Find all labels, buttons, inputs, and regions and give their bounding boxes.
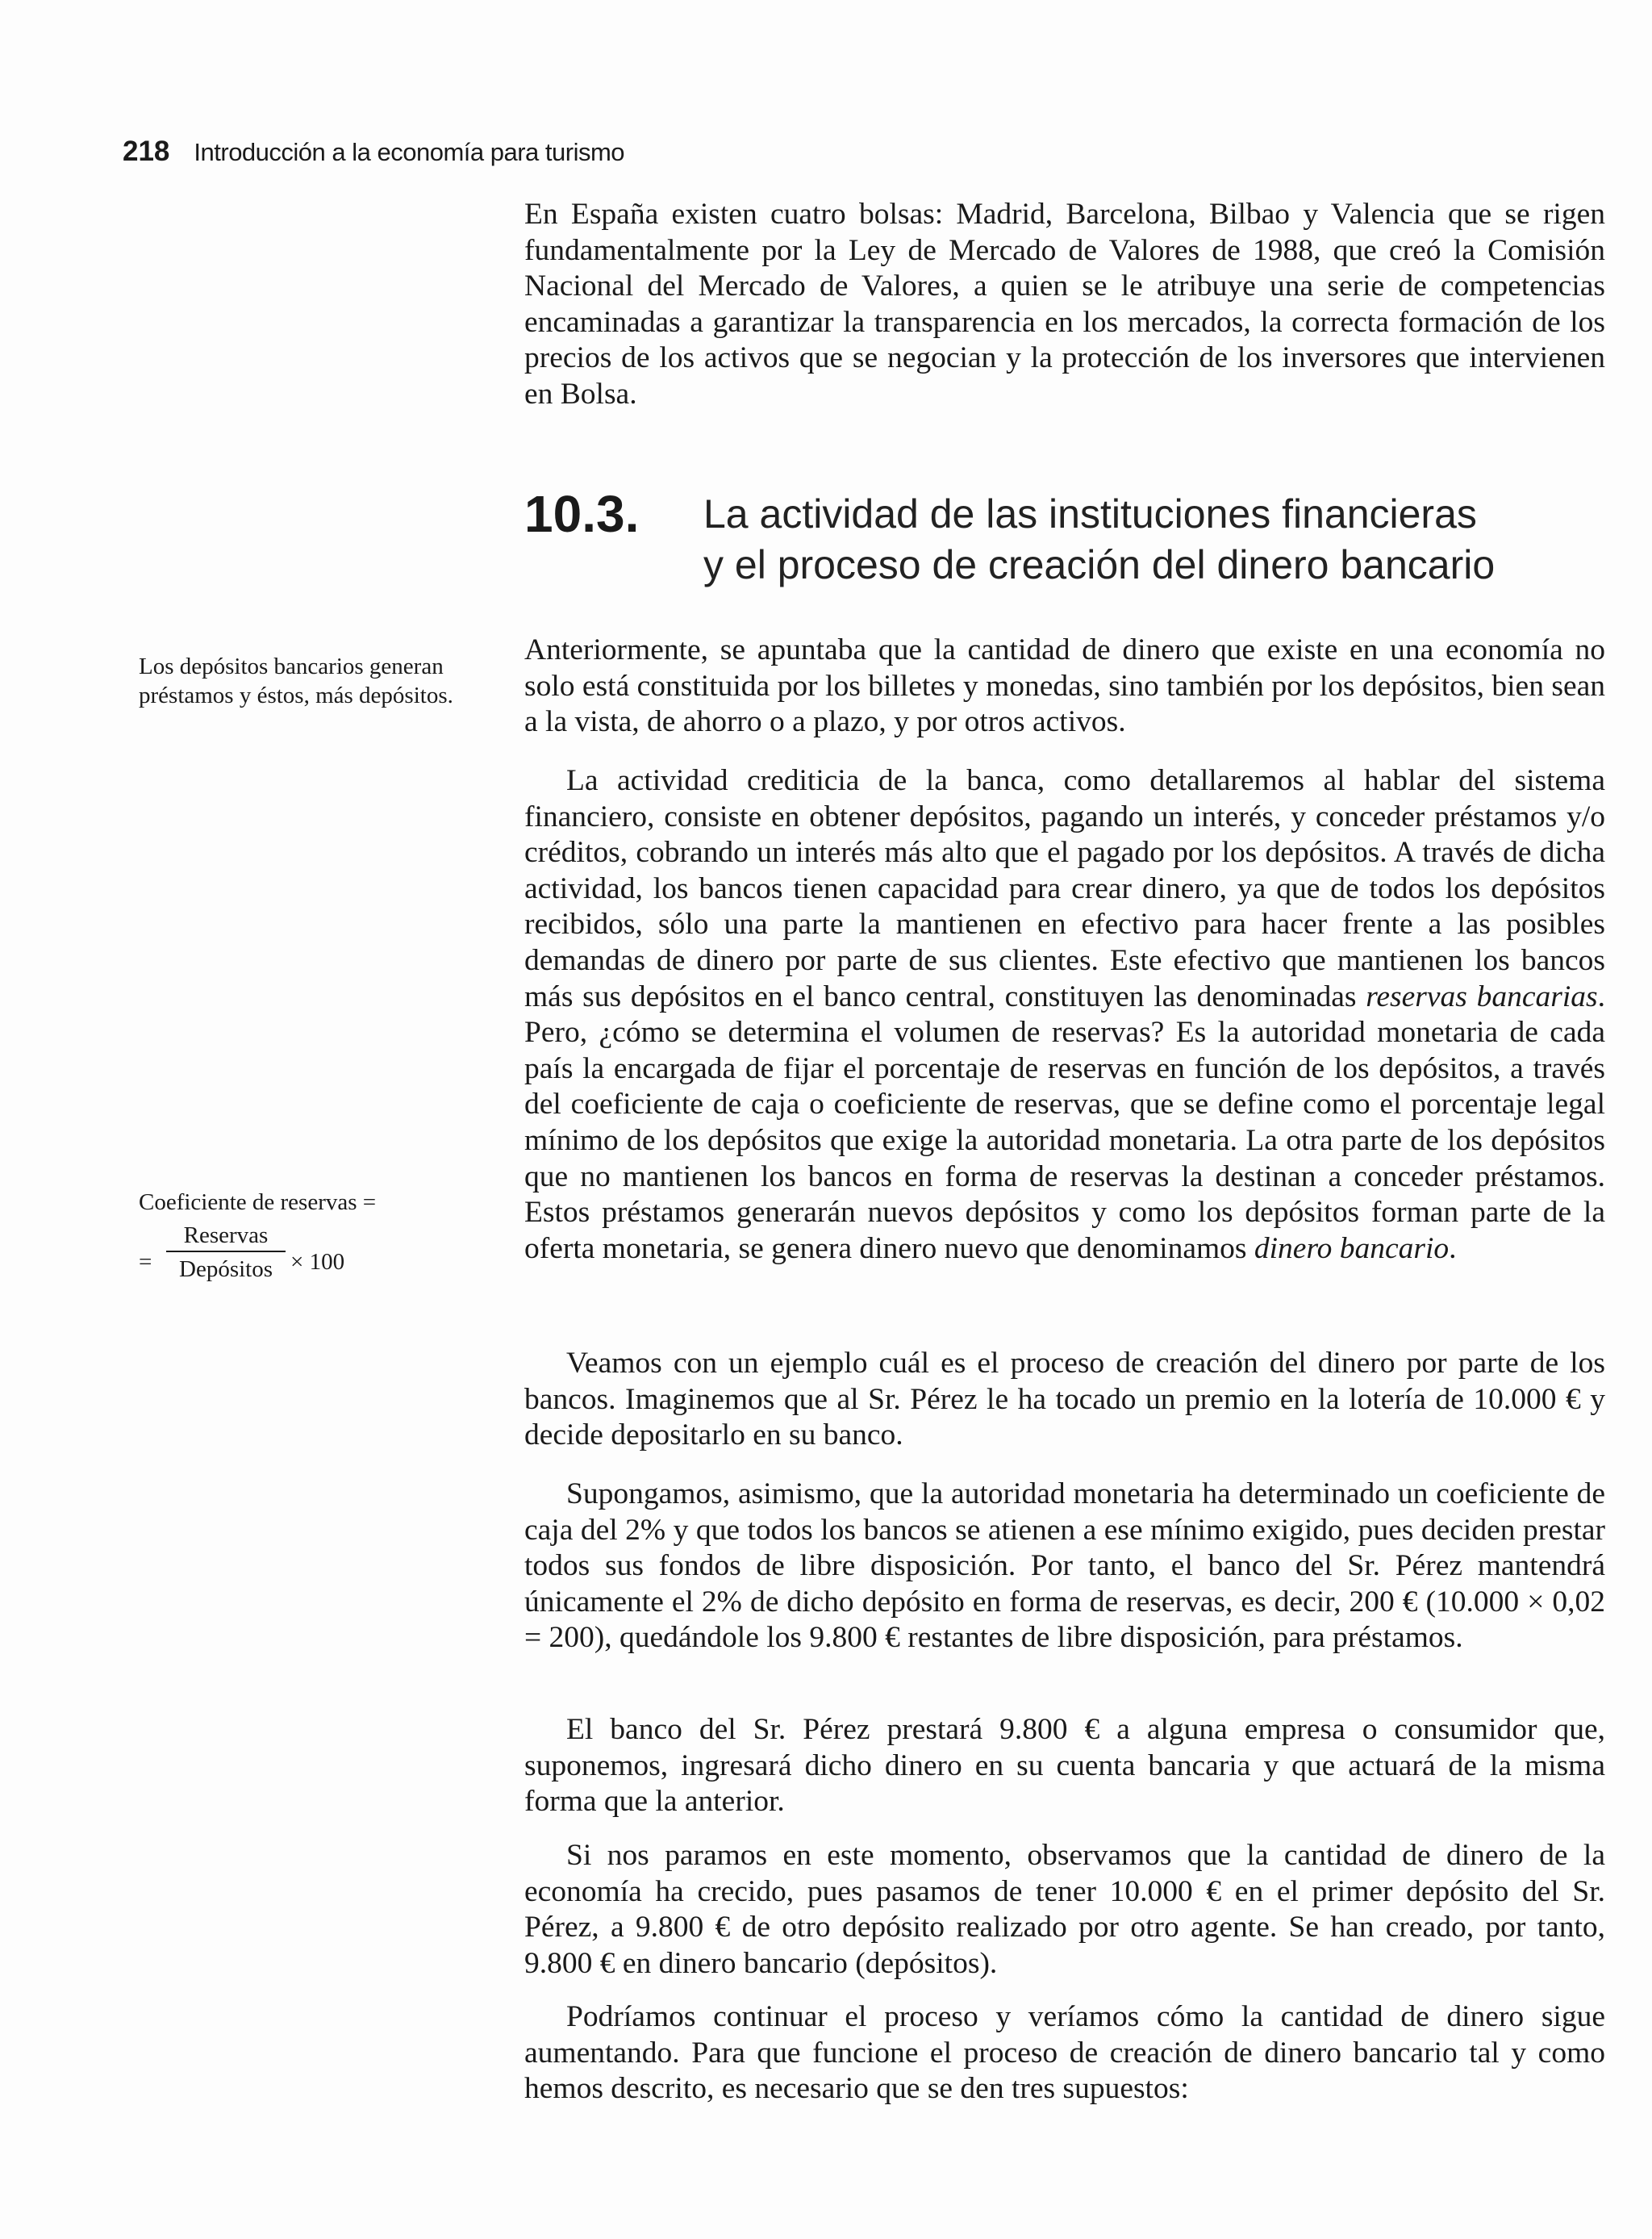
paragraph-6 [524,1838,1605,1982]
formula-label: Coeficiente de reservas = [139,1189,377,1215]
fraction-bar [166,1251,286,1252]
page-number: 218 [123,136,170,167]
paragraph-text: Podríamos continuar el proceso y veríamos cómo la cantidad de dinero sigue aumentando. Para que funcione el proceso de creación de dinero bancario tal y como hemos descrito, es necesario que se den tres supuestos: [524,2000,1605,2106]
paragraph-text: Anteriormente, se apuntaba que la cantidad de dinero que existe en una economía no solo está constituida por los billetes y monedas, sino también por los depósitos, bien sean a la vista, de ahorro o a plazo, y por otros activos. [524,633,1605,739]
paragraph-text: Veamos con un ejemplo cuál es el proceso de creación del dinero por parte de los bancos. Imaginemos que al Sr. Pérez le ha tocado un premio en la lotería de 10.000 € y decide depositarlo en su banco. [524,1347,1605,1452]
paragraph-segment: . [1449,1231,1457,1265]
book-title: Introducción a la economía para turismo [194,138,625,166]
section-title-line-2: y el proceso de creación del dinero bancario [703,542,1496,587]
paragraph-text: Supongamos, asimismo, que la autoridad monetaria ha determinado un coeficiente de caja del 2% y que todos los bancos se atienen a ese mínimo exigido, pues deciden prestar todos sus fondos de libre disposición. Por tanto, el banco del Sr. Pérez mantendrá únicamente el 2% de dicho depósito en forma de reservas, es decir, 200 € (10.000 × 0,02 = 200), quedándole los 9.800 € restantes de libre disposición, para préstamos. [524,1477,1605,1655]
paragraph-text: En España existen cuatro bolsas: Madrid, Barcelona, Bilbao y Valencia que se rigen fundamentalmente por la Ley de Mercado de Valores de 1988, que creó la Comisión Nacional del Mercado de Valores, a quien se le atribuye una serie de competencias encaminadas a garantizar la transparencia en los mercados, la correcta formación de los precios de los activos que se negocian y la protección de los inversores que intervienen en Bolsa. [524,198,1605,411]
intro-paragraph [524,197,1605,413]
paragraph-7 [524,1999,1605,2107]
formula-numerator: Reservas [183,1222,269,1248]
paragraph-text: Si nos paramos en este momento, observamos que la cantidad de dinero de la economía ha crecido, pues pasamos de tener 10.000 € en el primer depósito del Sr. Pérez, a 9.800 € de otro depósito realizado por otro agente. Se han creado, por tanto, 9.800 € en dinero bancario (depósitos). [524,1839,1605,1980]
paragraph-5 [524,1712,1605,1820]
section-title [703,489,1495,591]
paragraph-4 [524,1477,1605,1656]
paragraph-segment: La actividad crediticia de la banca, como detallaremos al hablar del sistema financiero, consiste en obtener depósitos, pagando un interés, y conceder préstamos y/o créditos, cobrando un interés más alto que el pagado por los depósitos. A través de dicha actividad, los bancos tienen capacidad para crear dinero, ya que de todos los depósitos recibidos, sólo una parte la mantienen en efectivo para hacer frente a las posibles demandas de dinero por parte de sus clientes. Este efectivo que mantienen los bancos más sus depósitos en el banco central, constituyen las denominadas [524,764,1605,1013]
margin-note-formula [139,1188,461,1294]
emphasis-dinero-bancario: dinero bancario [1254,1231,1450,1265]
formula-expression [139,1220,461,1294]
paragraph-text [524,763,1605,1267]
paragraph-text: El banco del Sr. Pérez prestará 9.800 € a alguna empresa o consumidor que, suponemos, ingresará dicho dinero en su cuenta bancaria y que actuará de la misma forma que la anterior. [524,1713,1605,1819]
section-number: 10.3. [524,485,640,543]
running-header [123,136,624,169]
margin-note-deposits: Los depósitos bancarios generan préstamos y éstos, más depósitos. [139,654,453,708]
section-title-line-1: La actividad de las instituciones financieras [703,491,1477,537]
formula-equals: = [139,1249,152,1275]
paragraph-2 [524,763,1605,1267]
paragraph-segment: . Pero, ¿cómo se determina el volumen de reservas? Es la autoridad monetaria de cada país la encargada de fijar el porcentaje de reservas en función de los depósitos, a través del coeficiente de caja o coeficiente de reservas, que se define como el porcentaje legal mínimo de los depósitos que exige la autoridad monetaria. La otra parte de los depósitos que no mantienen los bancos en forma de reservas la destinan a conceder préstamos. Estos préstamos generarán nuevos depósitos y como los depósitos forman parte de la oferta monetaria, se genera dinero nuevo que denominamos [524,980,1605,1265]
paragraph-3 [524,1346,1605,1454]
emphasis-reservas-bancarias: reservas bancarias [1366,980,1598,1013]
formula-denominator: Depósitos [179,1256,273,1282]
formula-fraction [166,1220,286,1285]
formula-multiplier: × 100 [290,1249,345,1275]
paragraph-1 [524,633,1605,741]
